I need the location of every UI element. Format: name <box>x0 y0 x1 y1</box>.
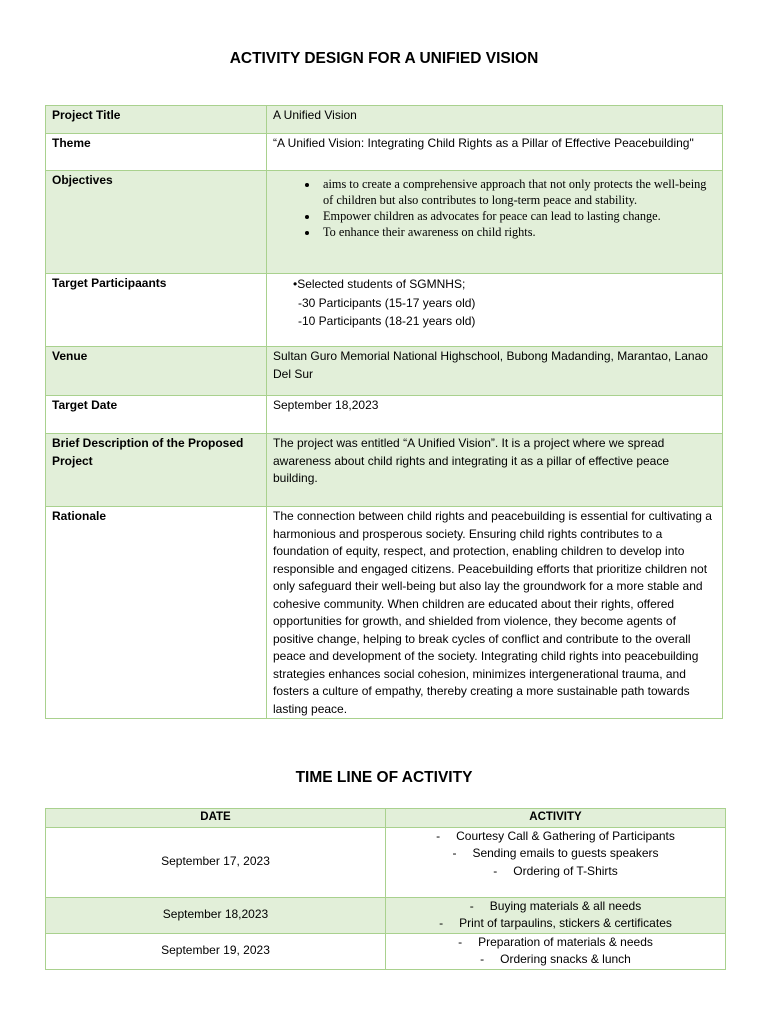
timeline-title: TIME LINE OF ACTIVITY <box>295 769 473 786</box>
project-title-value: A Unified Vision <box>267 106 723 134</box>
theme-value: “A Unified Vision: Integrating Child Rights as a Pillar of Effective Peacebuilding" <box>267 134 723 171</box>
participants-line: -30 Participants (15-17 years old) <box>298 295 476 310</box>
activity-item: - Ordering of T-Shirts <box>493 863 618 878</box>
theme-label: Theme <box>46 134 267 171</box>
row-theme <box>46 134 723 171</box>
participants-line: •Selected students of SGMNHS; <box>293 277 466 291</box>
target-date-value: September 18,2023 <box>267 396 723 434</box>
objectives-list <box>273 176 716 240</box>
participants-label: Target Participaants <box>46 274 267 347</box>
activity-item: - Ordering snacks & lunch <box>480 952 631 966</box>
activity-item: - Sending emails to guests speakers <box>452 846 659 860</box>
rationale-label: Rationale <box>46 507 267 719</box>
timeline-row <box>46 827 726 897</box>
row-description <box>46 434 723 507</box>
timeline-date: September 19, 2023 <box>46 933 386 969</box>
objectives-value <box>267 171 723 274</box>
objective-item: • To enhance their awareness on child rights. <box>319 224 716 240</box>
document-title: ACTIVITY DESIGN FOR A UNIFIED VISION <box>229 50 539 67</box>
description-value: The project was entitled “A Unified Vision”. It is a project where we spread awareness about child rights and integrating it as a pillar of effective peace building. <box>267 434 723 507</box>
timeline-date: September 18,2023 <box>46 897 386 933</box>
objectives-label: Objectives <box>46 171 267 274</box>
timeline-activities <box>386 933 726 969</box>
row-target-date <box>46 396 723 434</box>
row-venue <box>46 347 723 396</box>
objective-item: • Empower children as advocates for peace can lead to lasting change. <box>319 208 716 224</box>
description-label: Brief Description of the Proposed Project <box>46 434 267 507</box>
timeline-row <box>46 897 726 933</box>
activity-item: - Print of tarpaulins, stickers & certificates <box>439 916 672 930</box>
participants-line: -10 Participants (18-21 years old) <box>298 314 476 328</box>
activity-item: - Courtesy Call & Gathering of Participants <box>436 828 675 843</box>
venue-value: Sultan Guro Memorial National Highschool, Bubong Madanding, Marantao, Lanao Del Sur <box>267 347 723 396</box>
date-header: DATE <box>46 809 386 828</box>
timeline-row <box>46 933 726 969</box>
row-objectives <box>46 171 723 274</box>
rationale-value: The connection between child rights and peacebuilding is essential for cultivating a harmonious and prosperous society. Ensuring child rights contributes to a foundation of equity, respect, and protection, enabling children to develop into responsible and engaged citizens. Peacebuilding efforts that prioritize children not only safeguard their well-being but also lay the groundwork for a more stable and cohesive community. When children are educated about their rights, offered opportunities for growth, and shielded from violence, they become agents of positive change, helping to break cycles of conflict and contribute to the overall peace and development of the society. Integrating child rights into peacebuilding strategies enhances social cohesion, minimizes intergenerational trauma, and fosters a culture of empathy, thereby creating a more sustainable path towards lasting peace. <box>267 507 723 719</box>
activity-item: - Buying materials & all needs <box>469 898 642 913</box>
objective-item: • aims to create a comprehensive approach that not only protects the well-being of children but also contributes to long-term peace and stability. <box>319 176 716 208</box>
row-rationale <box>46 507 723 719</box>
timeline-table <box>45 808 726 970</box>
timeline-header-row <box>46 809 726 828</box>
target-date-label: Target Date <box>46 396 267 434</box>
row-project-title <box>46 106 723 134</box>
timeline-activities <box>386 897 726 933</box>
venue-label: Venue <box>46 347 267 396</box>
participants-value <box>267 274 723 347</box>
row-participants <box>46 274 723 347</box>
project-title-label: Project Title <box>46 106 267 134</box>
timeline-activities <box>386 827 726 897</box>
activity-item: - Preparation of materials & needs <box>458 934 653 949</box>
activity-design-table <box>45 105 723 719</box>
activity-header: ACTIVITY <box>386 809 726 828</box>
timeline-date: September 17, 2023 <box>46 827 386 897</box>
